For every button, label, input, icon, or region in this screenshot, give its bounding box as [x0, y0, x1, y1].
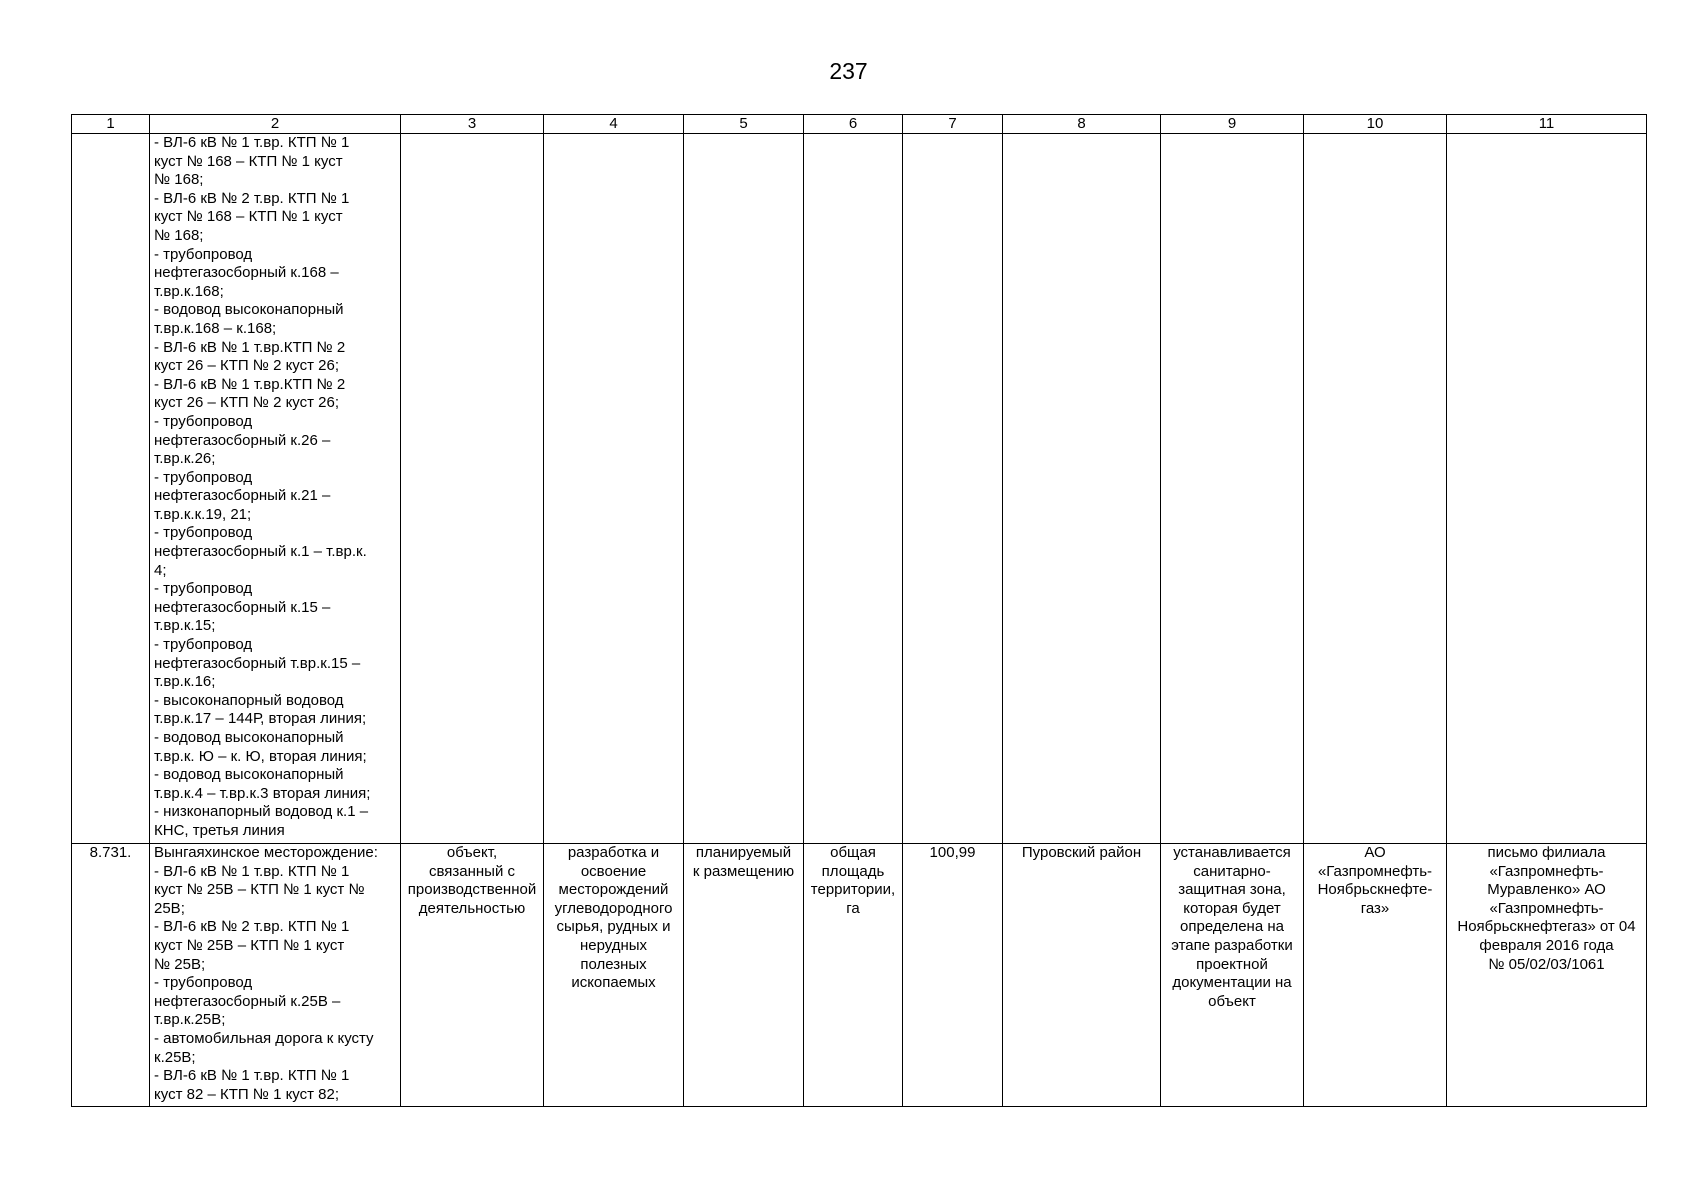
- cell-text-line: - трубопровод: [154, 636, 253, 654]
- cell-text-line: нефтегазосборный к.1 – т.вр.к.: [154, 543, 367, 561]
- cell-text-line: «Газпромнефть-: [1489, 862, 1604, 880]
- cell-text-line: «Газпромнефть-: [1317, 862, 1433, 880]
- cell-text-line: - ВЛ-6 кВ № 2 т.вр. КТП № 1: [154, 189, 350, 207]
- table-row-continuation: [72, 134, 1647, 844]
- cell-text-line: территории,: [810, 881, 896, 899]
- cell-text-line: нефтегазосборный к.21 –: [154, 487, 331, 505]
- cell-empty: [684, 134, 804, 844]
- cell-text-line: - ВЛ-6 кВ № 1 т.вр.КТП № 2: [154, 338, 346, 356]
- cell-text-line: полезных: [580, 955, 647, 973]
- cell-empty: [903, 134, 1003, 844]
- cell-empty: [1003, 134, 1161, 844]
- cell-text-line: № 25В;: [154, 955, 206, 973]
- cell-text-line: нефтегазосборный к.25В –: [154, 992, 341, 1010]
- cell-text-line: ископаемых: [571, 974, 656, 992]
- cell-text-line: - водовод высоконапорный: [154, 729, 344, 746]
- cell-text-line: письмо филиала: [1487, 844, 1606, 861]
- cell-empty: [1447, 134, 1647, 844]
- cell-text-line: куст № 25В – КТП № 1 куст: [154, 936, 345, 954]
- cell-text-line: № 05/02/03/1061: [1488, 955, 1605, 973]
- cell-text-line: - высоконапорный водовод: [154, 691, 344, 709]
- cell-empty: [1304, 134, 1447, 844]
- cell-text-line: т.вр.к.17 – 144Р, вторая линия;: [154, 710, 367, 728]
- cell-text-line: Муравленко» АО: [1487, 881, 1606, 899]
- column-number: 1: [72, 115, 150, 134]
- cell-text-line: т.вр.к.168;: [154, 282, 224, 300]
- cell-text-line: га: [846, 899, 860, 917]
- cell-text-line: - водовод высоконапорный: [154, 301, 344, 319]
- cell-text-line: связанный с: [428, 862, 516, 880]
- cell-characteristic: [804, 844, 903, 1107]
- cell-objects: [150, 844, 401, 1107]
- page-number: 237: [829, 58, 868, 84]
- cell-text-line: т.вр.к.15;: [154, 617, 216, 635]
- cell-text-line: - трубопровод: [154, 412, 253, 430]
- cell-text-line: газ»: [1360, 899, 1390, 917]
- cell-text-line: деятельностью: [418, 899, 526, 917]
- column-number: 5: [684, 115, 804, 134]
- cell-text-line: 25В;: [154, 899, 185, 917]
- cell-text-line: - водовод высоконапорный: [154, 766, 344, 784]
- cell-empty: [544, 134, 684, 844]
- cell-organization: [1304, 844, 1447, 1107]
- column-number: 8: [1003, 115, 1161, 134]
- cell-text-line: куст № 25В – КТП № 1 куст №: [154, 881, 365, 899]
- cell-text-line: нефтегазосборный к.26 –: [154, 431, 331, 449]
- cell-text-line: куст 26 – КТП № 2 куст 26;: [154, 357, 340, 375]
- cell-text-line: АО: [1364, 844, 1386, 861]
- column-number: 4: [544, 115, 684, 134]
- table-row: [72, 844, 1647, 1107]
- cell-text-line: т.вр.к.25В;: [154, 1011, 226, 1029]
- cell-text-line: санитарно-: [1193, 862, 1271, 880]
- cell-text-line: КНС, третья линия: [154, 821, 285, 839]
- cell-value: 100,99: [903, 844, 1003, 1107]
- cell-text-line: куст 82 – КТП № 1 куст 82;: [154, 1085, 340, 1103]
- cell-text-line: т.вр.к.к.19, 21;: [154, 505, 252, 523]
- cell-object-type: [401, 844, 544, 1107]
- cell-text-line: - ВЛ-6 кВ № 1 т.вр. КТП № 1: [154, 134, 350, 151]
- cell-text-line: разработка и: [567, 844, 660, 861]
- cell-text-line: проектной: [1196, 955, 1268, 973]
- cell-objects: [150, 134, 401, 844]
- cell-text-line: февраля 2016 года: [1479, 936, 1614, 954]
- cell-text-line: к размещению: [692, 862, 795, 880]
- column-number-row: [72, 115, 1647, 134]
- cell-empty: [401, 134, 544, 844]
- cell-text-line: Ноябрьскнефте-: [1317, 881, 1433, 899]
- cell-text-line: «Газпромнефть-: [1489, 899, 1604, 917]
- cell-text-line: сырья, рудных и: [556, 918, 671, 936]
- column-number: 9: [1161, 115, 1304, 134]
- cell-status: [684, 844, 804, 1107]
- cell-text-line: документации на: [1172, 974, 1292, 992]
- cell-text-line: № 168;: [154, 171, 204, 189]
- cell-text-line: к.25В;: [154, 1048, 196, 1066]
- column-number: 7: [903, 115, 1003, 134]
- register-table: [71, 114, 1647, 1107]
- cell-text-line: 4;: [154, 561, 167, 579]
- cell-text-line: определена на: [1180, 918, 1284, 936]
- cell-text-line: общая: [830, 844, 876, 861]
- cell-text-line: этапе разработки: [1171, 936, 1293, 954]
- cell-text-line: - ВЛ-6 кВ № 1 т.вр. КТП № 1: [154, 862, 350, 880]
- cell-text-line: которая будет: [1183, 899, 1281, 917]
- cell-source: [1447, 844, 1647, 1107]
- cell-number: [72, 134, 150, 844]
- cell-text-line: площадь: [821, 862, 885, 880]
- cell-purpose: [544, 844, 684, 1107]
- cell-empty: [804, 134, 903, 844]
- cell-text-line: устанавливается: [1173, 844, 1291, 861]
- cell-text-line: освоение: [580, 862, 647, 880]
- cell-text-line: т.вр.к.168 – к.168;: [154, 319, 277, 337]
- cell-text-line: куст № 168 – КТП № 1 куст: [154, 208, 343, 226]
- cell-text-line: куст 26 – КТП № 2 куст 26;: [154, 394, 340, 412]
- cell-text-line: - трубопровод: [154, 245, 253, 263]
- cell-text-line: производственной: [407, 881, 537, 899]
- cell-text-line: нерудных: [579, 936, 648, 954]
- column-number: 2: [150, 115, 401, 134]
- cell-text-line: объект: [1208, 992, 1256, 1010]
- column-number: 6: [804, 115, 903, 134]
- cell-text-line: - ВЛ-6 кВ № 2 т.вр. КТП № 1: [154, 918, 350, 936]
- cell-text-line: куст № 168 – КТП № 1 куст: [154, 152, 343, 170]
- cell-text-line: нефтегазосборный т.вр.к.15 –: [154, 654, 361, 672]
- cell-text-line: - трубопровод: [154, 580, 253, 598]
- column-number: 11: [1447, 115, 1647, 134]
- cell-text-line: № 168;: [154, 226, 204, 244]
- cell-text-line: - ВЛ-6 кВ № 1 т.вр. КТП № 1: [154, 1067, 350, 1085]
- cell-text-line: т.вр.к.4 – т.вр.к.3 вторая линия;: [154, 784, 371, 802]
- cell-text-line: т.вр.к.16;: [154, 673, 216, 691]
- cell-text-line: т.вр.к. Ю – к. Ю, вторая линия;: [154, 747, 367, 765]
- cell-text-line: Вынгаяхинское месторождение:: [154, 844, 378, 861]
- cell-text-line: - низконапорный водовод к.1 –: [154, 803, 369, 821]
- cell-text-line: - трубопровод: [154, 524, 253, 542]
- cell-text-line: защитная зона,: [1178, 881, 1286, 899]
- cell-location: Пуровский район: [1003, 844, 1161, 1107]
- cell-text-line: - автомобильная дорога к кусту: [154, 1029, 374, 1047]
- cell-text-line: т.вр.к.26;: [154, 450, 216, 468]
- cell-text-line: месторождений: [558, 881, 669, 899]
- cell-zone: [1161, 844, 1304, 1107]
- cell-text-line: планируемый: [695, 844, 792, 861]
- cell-number: 8.731.: [72, 844, 150, 1107]
- cell-text-line: углеводородного: [554, 899, 673, 917]
- cell-text-line: нефтегазосборный к.168 –: [154, 264, 339, 282]
- column-number: 10: [1304, 115, 1447, 134]
- cell-text-line: нефтегазосборный к.15 –: [154, 598, 331, 616]
- cell-text-line: - трубопровод: [154, 468, 253, 486]
- cell-text-line: - трубопровод: [154, 974, 253, 992]
- cell-text-line: - ВЛ-6 кВ № 1 т.вр.КТП № 2: [154, 375, 346, 393]
- column-number: 3: [401, 115, 544, 134]
- cell-empty: [1161, 134, 1304, 844]
- cell-text-line: объект,: [446, 844, 498, 861]
- cell-text-line: Ноябрьскнефтегаз» от 04: [1457, 918, 1636, 936]
